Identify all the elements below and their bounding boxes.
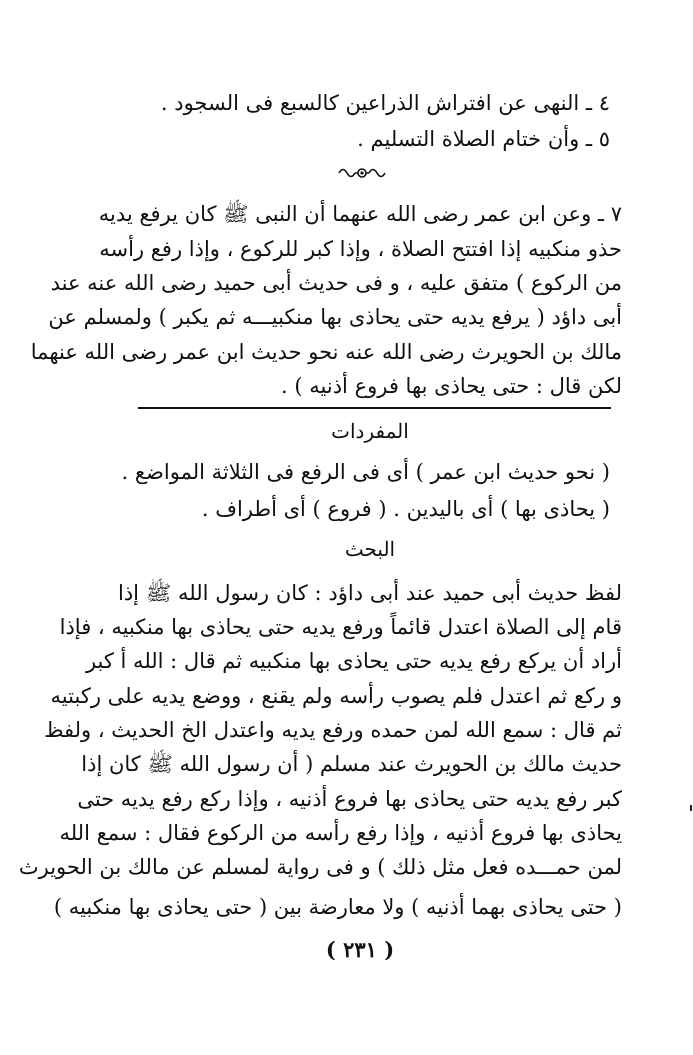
hadith-line-6: لكن قال : حتى يحاذى بها فروع أذنيه ) . [281, 374, 622, 398]
discussion-line-1: لفظ حديث أبى حميد عند أبى داؤد : كان رسول الله ﷺ إذا [118, 581, 622, 605]
margin-mark [690, 805, 692, 811]
discussion-line-5: ثم قال : سمع الله لمن حمده ورفع يديه واعتدل الخ الحديث ، ولفظ [44, 718, 622, 742]
hadith-line-1: ٧ ـ وعن ابن عمر رضى الله عنهما أن النبى ﷺ كان يرفع يديه [98, 202, 622, 226]
discussion-line-4: و ركع ثم اعتدل فلم يصوب رأسه ولم يقنع ، ووضع يديه على ركبتيه [50, 684, 622, 708]
vocabulary-line-2: ( يحاذى بها ) أى باليدين . ( فروع ) أى أطراف . [201, 497, 610, 521]
hadith-line-4: أبى داؤد ( يرفع يديه حتى يحاذى بها منكبيـــه ثم يكبر ) ولمسلم عن [48, 305, 622, 329]
discussion-line-8: يحاذى بها فروع أذنيه ، وإذا رفع رأسه من الركوع فقال : سمع الله [59, 821, 622, 845]
discussion-line-10: ( حتى يحاذى بهما أذنيه ) ولا معارضة بين ( حتى يحاذى بها منكبيه ) [53, 895, 622, 919]
discussion-line-9: لمن حمـــده فعل مثل ذلك ) و فى رواية لمسلم عن مالك بن الحويرث [18, 855, 622, 879]
list-item-4: ٤ ـ النهى عن افتراش الذراعين كالسبع فى السجود . [160, 91, 610, 115]
page-number: ( ٢٣١ ) [325, 937, 395, 962]
ornament-divider [336, 162, 388, 184]
discussion-heading: البحث [344, 537, 396, 561]
discussion-line-7: كبر رفع يديه حتى يحاذى بها فروع أذنيه ، وإذا ركع رفع يديه حتى [77, 787, 622, 811]
discussion-line-2: قام إلى الصلاة اعتدل قائماً ورفع يديه حتى يحاذى بها منكبيه ، فإذا [59, 615, 622, 639]
list-item-5: ٥ ـ وأن ختام الصلاة التسليم . [357, 127, 610, 151]
hadith-line-3: من الركوع ) متفق عليه ، و فى حديث أبى حميد رضى الله عنه عند [50, 271, 622, 295]
discussion-line-3: أراد أن يركع رفع يديه حتى يحاذى بها منكبيه ثم قال : الله أ كبر [85, 649, 622, 673]
hadith-line-5: مالك بن الحويرث رضى الله عنه نحو حديث ابن عمر رضى الله عنهما [30, 340, 622, 364]
vocabulary-heading: المفردات [331, 419, 409, 443]
vocabulary-line-1: ( نحو حديث ابن عمر ) أى فى الرفع فى الثلاثة المواضع . [121, 460, 610, 484]
section-divider [138, 407, 611, 409]
discussion-line-6: حديث مالك بن الحويرث عند مسلم ( أن رسول الله ﷺ كان إذا [81, 752, 622, 776]
hadith-line-2: حذو منكبيه إذا افتتح الصلاة ، وإذا كبر للركوع ، وإذا رفع رأسه [99, 237, 622, 261]
